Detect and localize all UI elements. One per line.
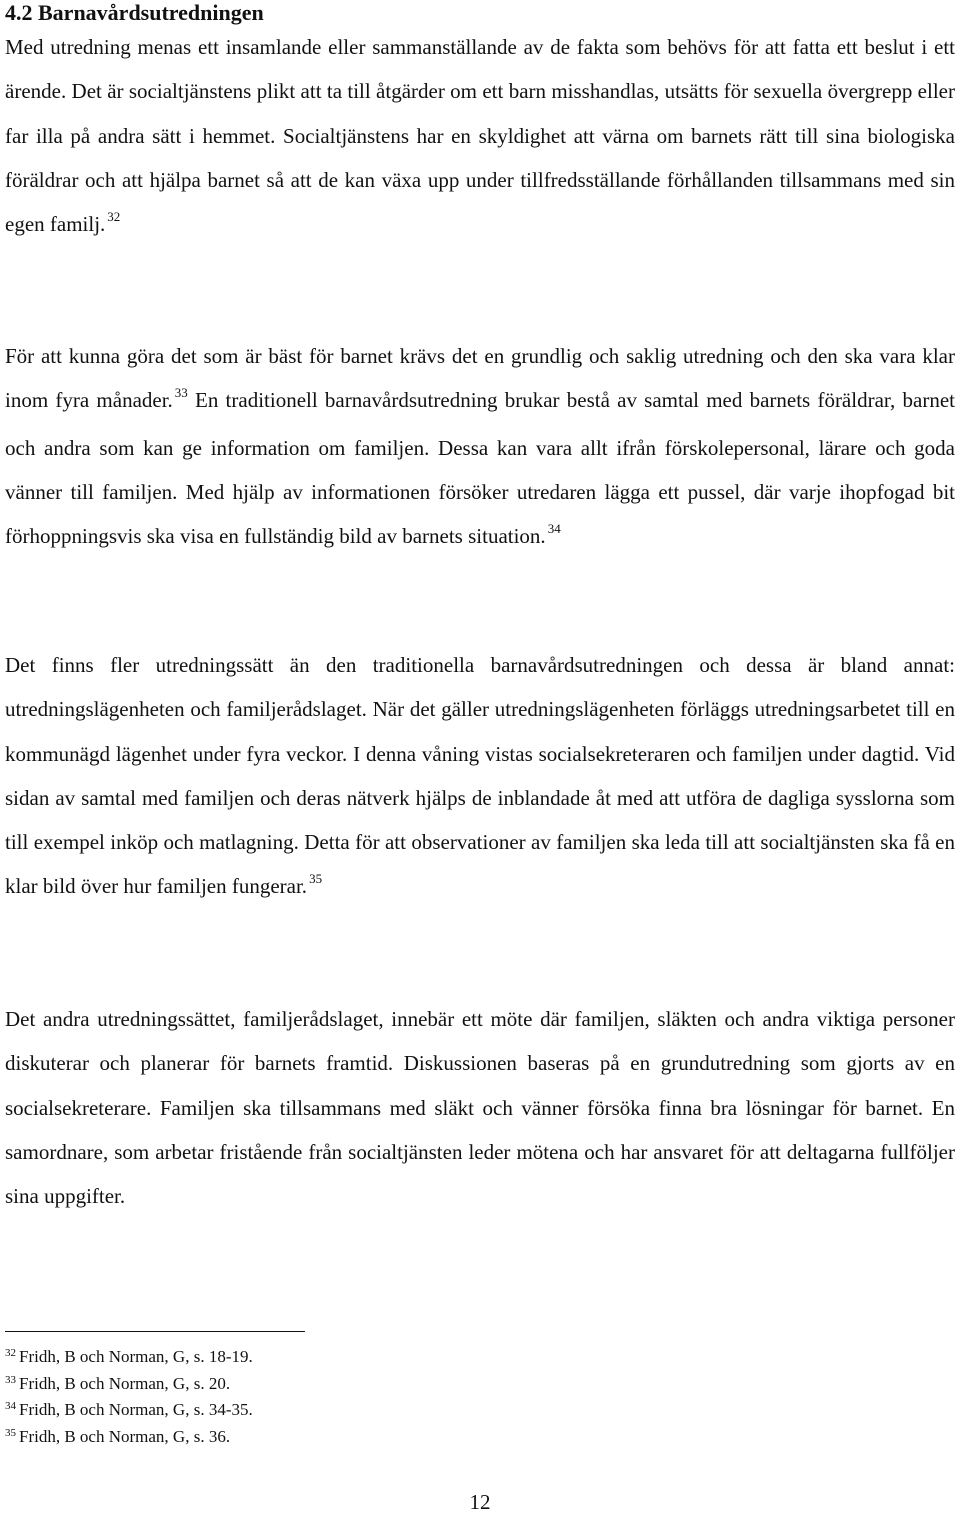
paragraph-2-text-after: En traditionell barnavårdsutredning brukar bestå av samtal med barnets föräldrar, barnet och andra som kan ge information om familjen. Dessa kan vara allt ifrån förskolepersonal, lärare och goda vänner till familjen. Med hjälp av informationen försöker utredaren lägga ett pussel, där varje ihopfogad bit förhoppningsvis ska visa en fullständig bild av barnets situation. <box>5 388 955 549</box>
paragraph-2-text-before: För att kunna göra det som är bäst för barnet krävs det en grundlig och saklig utredning och den ska vara klar inom fyra månader. <box>5 344 955 413</box>
footnote-list <box>5 1345 253 1451</box>
footnote-item <box>5 1345 253 1372</box>
footnote-number: 32 <box>5 1347 16 1359</box>
footnote-item <box>5 1398 253 1425</box>
footnote-text: Fridh, B och Norman, G, s. 20. <box>19 1373 231 1393</box>
footnote-number: 35 <box>5 1426 16 1439</box>
footnote-ref-35: 35 <box>309 871 323 887</box>
paragraph-3 <box>5 643 955 912</box>
paragraph-4 <box>5 997 955 1218</box>
footnote-ref-32: 32 <box>107 209 121 225</box>
paragraph-2 <box>5 334 955 561</box>
paragraph-4-text: Det andra utredningssättet, familjerådslaget, innebär ett möte där familjen, släkten och andra viktiga personer diskuterar och planerar för barnets framtid. Diskussionen baseras på en grundutredning som gjorts av en socialsekreterare. Familjen ska tillsammans med släkt och vänner försöka finna bra lösningar för barnet. En samordnare, som arbetar fristående från socialtjänsten leder mötena och har ansvaret för att deltagarna fullföljer sina uppgifter. <box>5 1007 955 1209</box>
section-heading: 4.2 Barnavårdsutredningen <box>5 0 264 25</box>
paragraph-1 <box>5 25 955 249</box>
footnote-number: 33 <box>5 1373 16 1386</box>
footnote-text: Fridh, B och Norman, G, s. 36. <box>19 1426 231 1446</box>
footnote-text: Fridh, B och Norman, G, s. 34-35. <box>19 1400 253 1419</box>
footnote-divider <box>5 1331 305 1332</box>
paragraph-3-text: Det finns fler utredningssätt än den traditionella barnavårdsutredningen och dessa är bland annat: utredningslägenheten och familjerådslaget. När det gäller utredningslägenheten förläggs utredningsarbetet till en kommunägd lägenhet under fyra veckor. I denna våning vistas socialsekreteraren och familjen under dagtid. Vid sidan av samtal med familjen och deras nätverk hjälps de inblandade åt med att utföra de dagliga sysslorna som till exempel inköp och matlagning. Detta för att observationer av familjen ska leda till att socialtjänsten ska få en klar bild över hur familjen fungerar. <box>5 653 955 899</box>
page-number: 12 <box>469 1490 491 1514</box>
footnote-ref-34: 34 <box>547 521 561 537</box>
footnote-number: 34 <box>5 1400 16 1412</box>
paragraph-1-text: Med utredning menas ett insamlande eller sammanställande av de fakta som behövs för att fatta ett beslut i ett ärende. Det är socialtjänstens plikt att ta till åtgärder om ett barn misshandlas, utsätts för sexuella övergrepp eller far illa på andra sätt i hemmet. Socialtjänstens har en skyldighet att värna om barnets rätt till sina biologiska föräldrar och att hjälpa barnet så att de kan växa upp under tillfredsställande förhållanden tillsammans med sin egen familj. <box>5 35 955 237</box>
footnote-text: Fridh, B och Norman, G, s. 18-19. <box>19 1347 253 1366</box>
footnote-ref-33: 33 <box>174 385 188 401</box>
footnote-item <box>5 1372 253 1399</box>
footnote-item <box>5 1425 253 1452</box>
